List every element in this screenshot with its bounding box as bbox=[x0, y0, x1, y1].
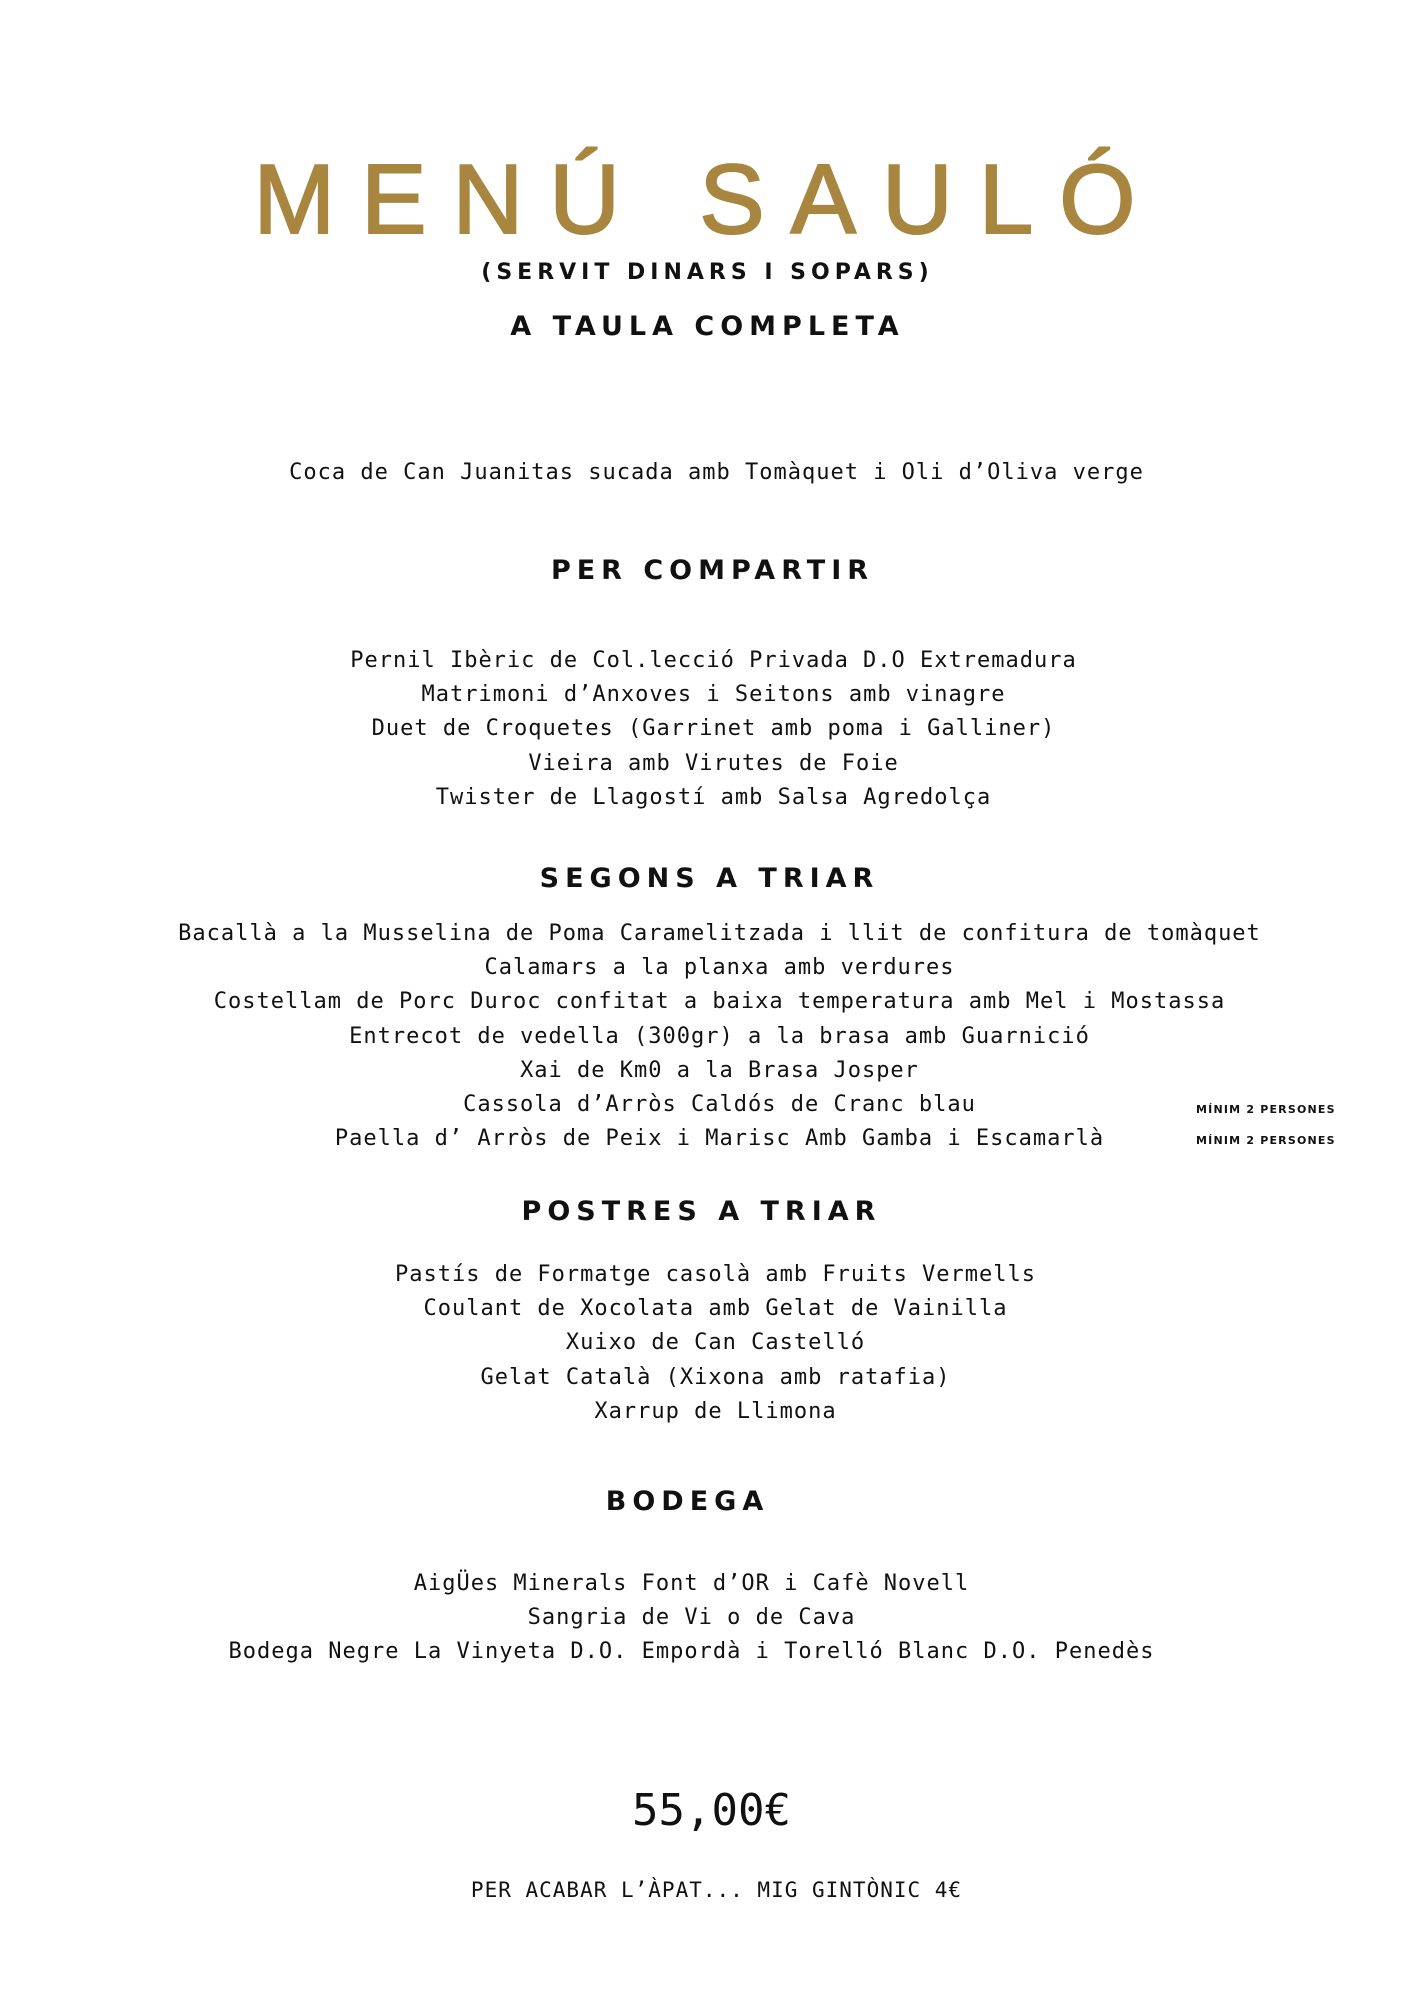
list-item: Coulant de Xocolata amb Gelat de Vainilla bbox=[423, 1296, 1008, 1322]
list-item: Bacallà a la Musselina de Poma Caramelitzada i llit de confitura de tomàquet bbox=[178, 921, 1261, 946]
list-item: Matrimoni d’Anxoves i Seitons amb vinagre bbox=[421, 682, 1006, 708]
list-item: Pastís de Formatge casolà amb Fruits Vermells bbox=[394, 1262, 1037, 1287]
segons-list bbox=[12, 917, 1415, 1156]
bodega-list bbox=[0, 1567, 1399, 1670]
list-item: Twister de Llagostí amb Salsa Agredolça bbox=[435, 784, 992, 810]
list-item: AigÜes Minerals Font d’OR i Cafè Novell bbox=[413, 1571, 970, 1596]
menu-price: 55,00€ bbox=[632, 1785, 791, 1836]
list-item: Xai de Km0 a la Brasa Josper bbox=[520, 1057, 919, 1083]
section-heading-postres: POSTRES A TRIAR bbox=[521, 1196, 882, 1227]
list-item: Costellam de Porc Duroc confitat a baixa temperatura amb Mel i Mostassa bbox=[213, 989, 1226, 1015]
service-subtitle: (SERVIT DINARS I SOPARS) bbox=[481, 260, 934, 285]
per-compartir-list bbox=[6, 644, 1415, 815]
table-subtitle: A TAULA COMPLETA bbox=[510, 311, 905, 342]
list-item: Gelat Català (Xixona amb ratafia) bbox=[480, 1364, 951, 1390]
minimum-note: MÍNIM 2 PERSONES bbox=[1196, 1103, 1336, 1116]
postres-list bbox=[8, 1258, 1415, 1429]
intro-dish: Coca de Can Juanitas sucada amb Tomàquet i Oli d’Oliva verge bbox=[289, 460, 1144, 485]
list-item: Entrecot de vedella (300gr) a la brasa amb Guarnició bbox=[349, 1023, 1090, 1049]
footer-note: PER ACABAR L’ÀPAT... MIG GINTÒNIC 4€ bbox=[470, 1878, 963, 1902]
list-item: Xarrup de Llimona bbox=[594, 1398, 837, 1424]
menu-title: MENÚ SAULÓ bbox=[253, 144, 1162, 254]
section-heading-bodega: BODEGA bbox=[605, 1486, 770, 1517]
list-item: Vieira amb Virutes de Foie bbox=[528, 750, 899, 776]
minimum-note: MÍNIM 2 PERSONES bbox=[1196, 1134, 1336, 1147]
list-item: Cassola d’Arròs Caldós de Cranc blau bbox=[463, 1091, 976, 1117]
list-item: Sangria de Vi o de Cava bbox=[527, 1605, 856, 1631]
list-item: Pernil Ibèric de Col.lecció Privada D.O Extremadura bbox=[350, 648, 1077, 673]
section-heading-segons: SEGONS A TRIAR bbox=[539, 863, 880, 894]
list-item: Calamars a la planxa amb verdures bbox=[484, 955, 955, 981]
section-heading-per-compartir: PER COMPARTIR bbox=[550, 555, 875, 586]
list-item: Duet de Croquetes (Garrinet amb poma i Galliner) bbox=[371, 716, 1056, 742]
list-item: Bodega Negre La Vinyeta D.O. Empordà i Torelló Blanc D.O. Penedès bbox=[228, 1639, 1155, 1665]
list-item: Xuixo de Can Castelló bbox=[565, 1330, 866, 1356]
list-item: Paella d’ Arròs de Peix i Marisc Amb Gamba i Escamarlà bbox=[334, 1126, 1105, 1152]
